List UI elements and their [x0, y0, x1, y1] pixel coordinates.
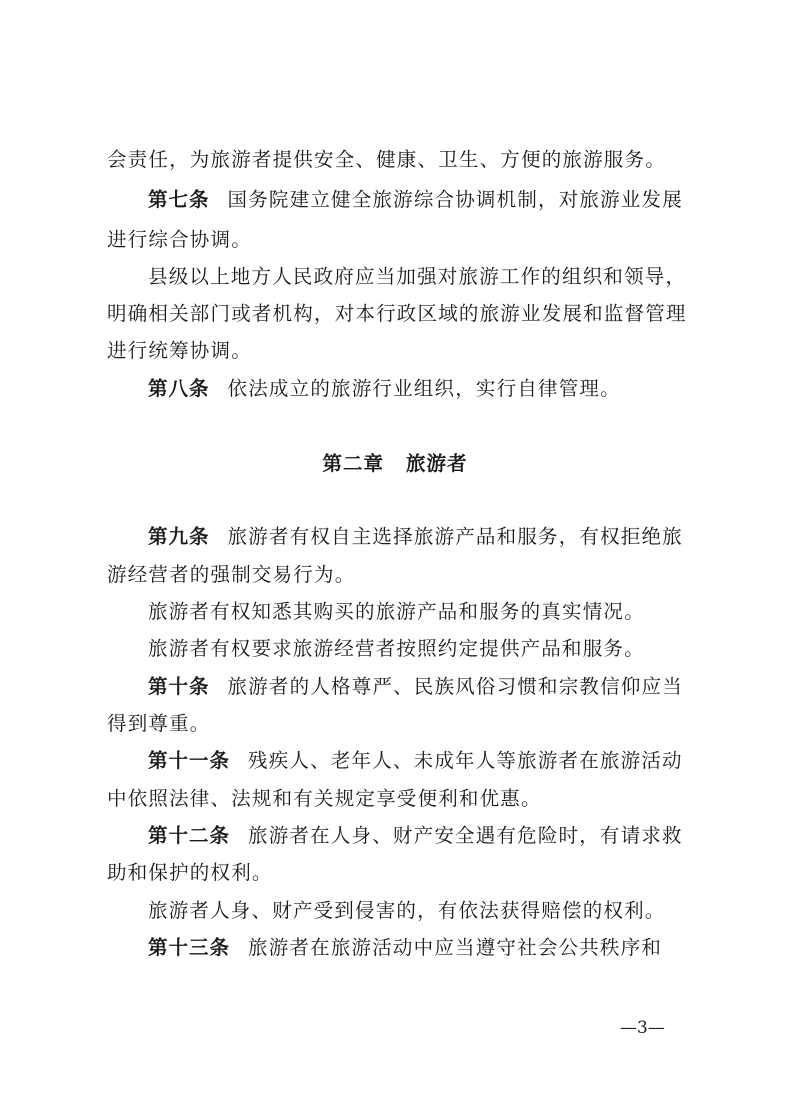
paragraph-line	[107, 226, 697, 254]
line-text: 旅游者在旅游活动中应当遵守社会公共秩序和	[248, 936, 663, 959]
article-10-line	[148, 673, 697, 701]
paragraph-line	[148, 635, 697, 663]
chapter-number: 第二章	[322, 452, 384, 475]
paragraph-line	[107, 300, 697, 328]
article-13-line	[148, 934, 697, 962]
line-text: 旅游者有权要求旅游经营者按照约定提供产品和服务。	[148, 637, 645, 660]
line-text: 旅游者人身、财产受到侵害的，有依法获得赔偿的权利。	[148, 899, 666, 922]
line-text: 明确相关部门或者机构，对本行政区域的旅游业发展和监督管理	[107, 302, 687, 325]
chapter-heading	[0, 450, 790, 478]
article-11-line	[148, 747, 697, 775]
article-label: 第九条	[148, 525, 210, 548]
paragraph-line	[107, 710, 697, 738]
article-label: 第十二条	[148, 824, 231, 847]
article-label: 第十条	[148, 675, 210, 698]
line-text: 旅游者的人格尊严、民族风俗习惯和宗教信仰应当	[227, 675, 683, 698]
paragraph-line	[148, 897, 697, 925]
line-text: 残疾人、老年人、未成年人等旅游者在旅游活动	[248, 749, 683, 772]
chapter-title: 旅游者	[406, 452, 468, 475]
paragraph-line	[107, 561, 697, 589]
line-text: 旅游者在人身、财产安全遇有危险时，有请求救	[248, 824, 683, 847]
line-text: 进行统筹协调。	[107, 339, 252, 362]
line-text: 旅游者有权自主选择旅游产品和服务，有权拒绝旅	[227, 525, 683, 548]
article-label: 第七条	[148, 188, 210, 211]
paragraph-line	[107, 146, 697, 174]
article-label: 第十一条	[148, 749, 231, 772]
page-number: —3—	[620, 1018, 665, 1038]
line-text: 国务院建立健全旅游综合协调机制，对旅游业发展	[227, 188, 683, 211]
article-8-line	[148, 375, 697, 403]
paragraph-line	[107, 785, 697, 813]
article-7-line	[148, 186, 697, 214]
article-label: 第八条	[148, 377, 210, 400]
paragraph-line	[107, 859, 697, 887]
line-text: 依法成立的旅游行业组织，实行自律管理。	[227, 377, 621, 400]
line-text: 得到尊重。	[107, 712, 211, 735]
line-text: 中依照法律、法规和有关规定享受便利和优惠。	[107, 787, 542, 810]
article-9-line	[148, 523, 697, 551]
article-label: 第十三条	[148, 936, 231, 959]
paragraph-line	[107, 337, 697, 365]
paragraph-line	[148, 598, 697, 626]
line-text: 进行综合协调。	[107, 228, 252, 251]
paragraph-line	[148, 263, 697, 291]
line-text: 县级以上地方人民政府应当加强对旅游工作的组织和领导，	[148, 265, 687, 288]
line-text: 游经营者的强制交易行为。	[107, 563, 356, 586]
line-text: 旅游者有权知悉其购买的旅游产品和服务的真实情况。	[148, 600, 645, 623]
line-text: 会责任，为旅游者提供安全、健康、卫生、方便的旅游服务。	[107, 148, 666, 171]
article-12-line	[148, 822, 697, 850]
line-text: 助和保护的权利。	[107, 861, 273, 884]
